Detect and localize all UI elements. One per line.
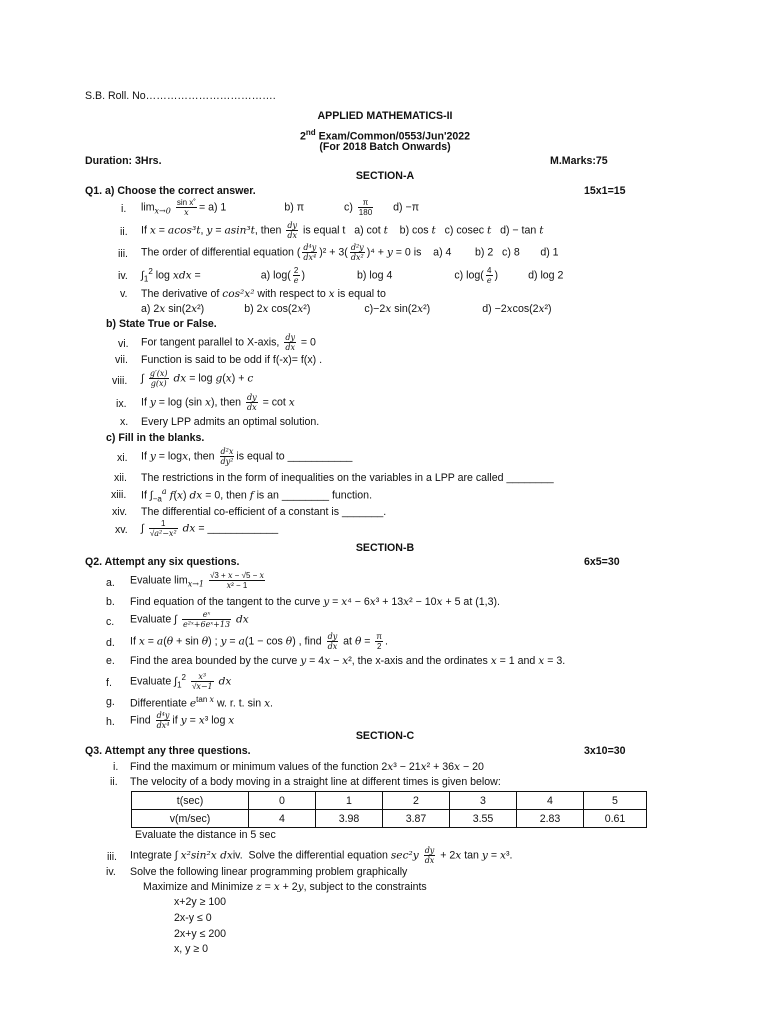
q1-iv-text: $\int_1^2$ log xdx = a) log( $\frac{2}{e}$ ) b) log 4 c) log( $\frac{4}{e}$ ) d) log 2 — [141, 266, 564, 286]
q1-i-text: $\lim_{x\to 0}$ $\frac{\text{sin x˚}}{x}$ = a) 1 b) π c) $\frac{\pi}{180}$ d) −π — [141, 198, 420, 217]
table-cell: 3 — [450, 792, 517, 810]
q3-iii-num: iii. — [107, 851, 118, 863]
q1-ii-num: ii. — [120, 226, 128, 238]
q1-vi-num: vi. — [118, 338, 129, 350]
q2-heading: Q2. Attempt any six questions. — [85, 556, 240, 568]
table-cell: 2 — [383, 792, 450, 810]
paper-title: APPLIED MATHEMATICS-II — [317, 110, 453, 122]
q2-f-text: Evaluate $\int_1^2$ $\frac{\text{x³}}{√x-1}$ dx — [130, 672, 232, 692]
q2-a-num: a. — [106, 577, 115, 589]
q1-iv-num: iv. — [118, 270, 128, 282]
q1-v-num: v. — [120, 288, 128, 300]
q1-xiii-text: If $\int_{-a}^a$ f(x) dx = 0, then f is an ________ function. — [141, 487, 373, 504]
q1-marks: 15x1=15 — [584, 185, 626, 197]
batch-info: (For 2018 Batch Onwards) — [319, 141, 451, 153]
section-a-title: SECTION-A — [355, 170, 415, 182]
constraint-1: x+2y ≥ 100 — [174, 896, 227, 908]
q1-ix-text: If y = log (sin x), then $\frac{dy}{dx}$ = cot x — [141, 393, 295, 412]
section-b-title: SECTION-B — [355, 542, 415, 554]
table-cell: 2.83 — [517, 810, 584, 828]
table-cell: 5 — [584, 792, 647, 810]
q2-d-num: d. — [106, 637, 115, 649]
q2-b-text: Find equation of the tangent to the curve y = x⁴ − 6x³ + 13x² − 10x + 5 at (1,3). — [130, 596, 500, 608]
constraint-4: x, y ≥ 0 — [174, 943, 209, 955]
table-cell: 3.98 — [316, 810, 383, 828]
exam-code: 2nd Exam/Common/0553/Jun'2022 — [299, 128, 471, 143]
q1-x-num: x. — [120, 416, 129, 428]
table-cell: v(m/sec) — [132, 810, 249, 828]
q1-iii-num: iii. — [118, 248, 129, 260]
roll-number: S.B. Roll. No………………………………. — [85, 90, 276, 102]
q1-xiv-num: xiv. — [112, 506, 128, 518]
q2-marks: 6x5=30 — [584, 556, 620, 568]
lpp-objective: Maximize and Minimize z = x + 2y, subject to the constraints — [143, 881, 427, 893]
table-cell: 3.55 — [450, 810, 517, 828]
q1-xi-num: xi. — [117, 452, 128, 464]
q1-vi-text: For tangent parallel to X-axis, $\frac{dy}{dx}$ = 0 — [141, 333, 316, 352]
q1-v-options: a) 2x sin(2x²) b) 2x cos(2x²) c)−2x sin(2x²) d) −2xcos(2x²) — [141, 303, 552, 315]
q2-f-num: f. — [106, 677, 112, 689]
q1-xi-text: If y = logx, then $\frac{\text{d²x}}{\text{dy²}}$ is equal to ___________ — [141, 447, 353, 466]
q3-marks: 3x10=30 — [584, 745, 626, 757]
q3-ii-num: ii. — [110, 776, 118, 788]
q2-g-text: Differentiate $e^{tan x}$ w. r. t. sin x. — [130, 695, 273, 710]
q3-iii-text: Integrate ∫ x²sin²x dxiv. Solve the differential equation sec²y $\frac{dy}{dx}$ + 2x tan y = x³. — [130, 846, 513, 865]
q2-h-text: Find $\frac{\text{d⁴y}}{\text{dx⁴}}$ if y = x³ log x — [130, 711, 235, 730]
q1-xiii-num: xiii. — [111, 489, 127, 501]
q3-ii-text: The velocity of a body moving in a straight line at different times is given below: — [130, 776, 501, 788]
q2-g-num: g. — [106, 696, 115, 708]
q1-x-text: Every LPP admits an optimal solution. — [141, 416, 320, 428]
q1-ix-num: ix. — [116, 398, 127, 410]
q1-vii-num: vii. — [115, 354, 128, 366]
table-cell: 0 — [249, 792, 316, 810]
q2-d-text: If x = a(θ + sin θ) ; y = a(1 − cos θ) , find $\frac{dy}{dx}$ at θ = $\frac{\pi}{2}$ . — [130, 632, 388, 651]
section-c-title: SECTION-C — [355, 730, 415, 742]
q1-xv-num: xv. — [115, 524, 128, 536]
q1c-heading: c) Fill in the blanks. — [106, 432, 205, 444]
table-note: Evaluate the distance in 5 sec — [135, 829, 276, 841]
table-row — [132, 810, 647, 828]
q1-xv-text: ∫ $\frac{1}{\text{√a²−x²}}$ dx = ____________ — [141, 519, 279, 538]
table-cell: 4 — [249, 810, 316, 828]
q3-heading: Q3. Attempt any three questions. — [85, 745, 251, 757]
q1-heading: Q1. a) Choose the correct answer. — [85, 185, 256, 197]
q3-i-num: i. — [113, 761, 119, 773]
q1-viii-text: ∫ $\frac{g'(x)}{g(x)}$ dx = log g(x) + c — [141, 369, 254, 388]
table-cell: 1 — [316, 792, 383, 810]
q1-v-text: The derivative of cos²x² with respect to x is equal to — [141, 288, 386, 300]
table-cell: 3.87 — [383, 810, 450, 828]
q1-xiv-text: The differential co-efficient of a constant is _______. — [141, 506, 387, 518]
q2-b-num: b. — [106, 596, 115, 608]
constraint-3: 2x+y ≤ 200 — [174, 928, 227, 940]
q2-a-text: Evaluate $\lim_{x\to 1}$ $\frac{√3 + x - √5 - x}{\text{x² − 1}}$ — [130, 571, 265, 590]
q3-iv-num: iv. — [106, 866, 116, 878]
constraint-2: 2x-y ≤ 0 — [174, 912, 212, 924]
q1b-heading: b) State True or False. — [106, 318, 217, 330]
q1-ii-text: If x = acos³t, y = asin³t, then $\frac{dy}{dx}$ is equal t a) cot t b) cos t c) cosec t d) − tan t — [141, 221, 544, 240]
table-cell: 4 — [517, 792, 584, 810]
table-cell: 0.61 — [584, 810, 647, 828]
q3-iv-text: Solve the following linear programming problem graphically — [130, 866, 408, 878]
q1-i-num: i. — [121, 203, 127, 215]
table-row — [132, 792, 647, 810]
q3-i-text: Find the maximum or minimum values of the function 2x³ − 21x² + 36x − 20 — [130, 761, 484, 773]
q2-e-text: Find the area bounded by the curve y = 4x − x², the x-axis and the ordinates x = 1 and x = 3. — [130, 655, 566, 667]
q1-xii-num: xii. — [114, 472, 127, 484]
q1-iii-text: The order of differential equation ( $\frac{\text{d⁴y}}{\text{dx⁴}}$ )² + 3( $\frac{\text{d²y}}{\text{dx²}}$ )⁴ + y = 0 is a) 4 b) 2 c) 8 d) 1 — [141, 243, 559, 262]
velocity-table — [131, 791, 647, 828]
q1-viii-num: viii. — [112, 375, 128, 387]
q1-vii-text: Function is said to be odd if f(-x)= f(x) . — [141, 354, 323, 366]
q2-h-num: h. — [106, 716, 115, 728]
q2-c-num: c. — [106, 616, 115, 628]
duration: Duration: 3Hrs. — [85, 155, 162, 167]
max-marks: M.Marks:75 — [550, 155, 608, 167]
q2-c-text: Evaluate ∫ $\frac{\text{eˣ}}{\text{e²ˣ+6eˣ+13}}$ dx — [130, 610, 249, 629]
q2-e-num: e. — [106, 655, 115, 667]
table-cell: t(sec) — [132, 792, 249, 810]
q1-xii-text: The restrictions in the form of inequalities on the variables in a LPP are called ________ — [141, 472, 554, 484]
